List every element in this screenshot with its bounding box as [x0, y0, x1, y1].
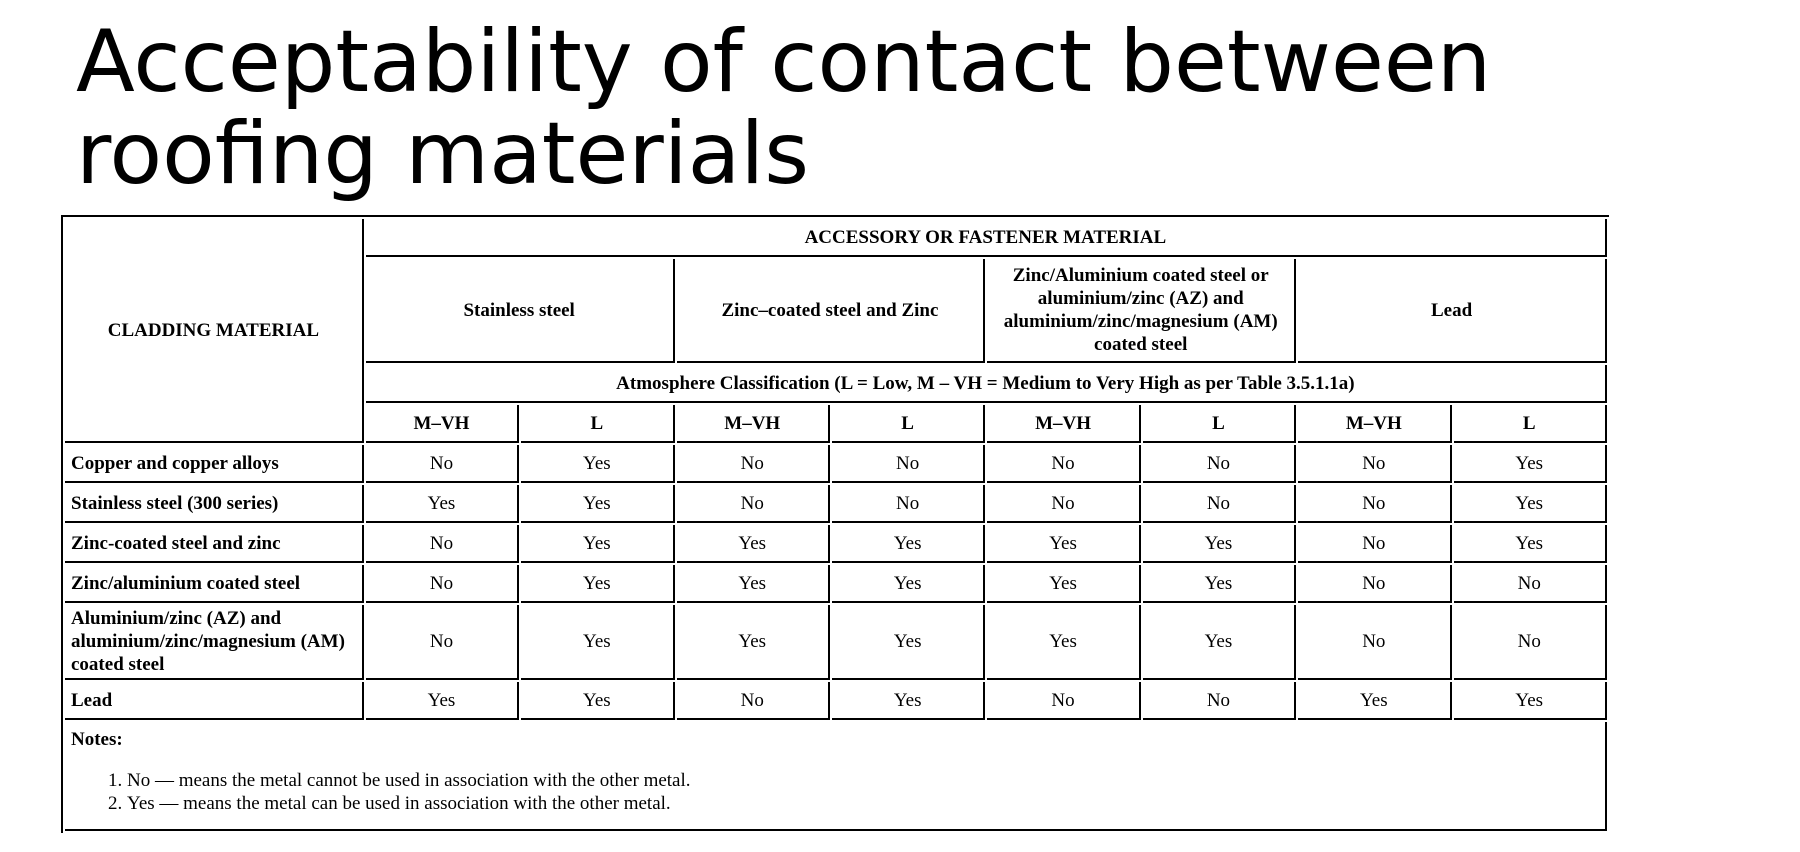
- table-row: [65, 682, 1607, 720]
- compatibility-cell: Yes: [987, 565, 1140, 603]
- table-row: [65, 605, 1607, 680]
- cladding-material-label: Zinc/aluminium coated steel: [65, 565, 364, 603]
- sub-column-header: M–VH: [1298, 405, 1451, 443]
- sub-column-header: L: [1143, 405, 1296, 443]
- compatibility-cell: No: [1143, 485, 1296, 523]
- notes-title: Notes:: [71, 729, 123, 750]
- notes-row: [65, 722, 1607, 831]
- compatibility-cell: Yes: [677, 605, 830, 680]
- table-row: [65, 525, 1607, 563]
- compatibility-cell: No: [987, 445, 1140, 483]
- compatibility-cell: No: [366, 525, 519, 563]
- compatibility-cell: Yes: [521, 485, 674, 523]
- sub-column-header: M–VH: [987, 405, 1140, 443]
- compatibility-cell: No: [1298, 485, 1451, 523]
- compatibility-cell: Yes: [987, 525, 1140, 563]
- compatibility-cell: Yes: [832, 525, 985, 563]
- compatibility-cell: Yes: [677, 525, 830, 563]
- compatibility-cell: No: [832, 485, 985, 523]
- compatibility-cell: Yes: [521, 682, 674, 720]
- cladding-material-label: Stainless steel (300 series): [65, 485, 364, 523]
- compatibility-cell: Yes: [1298, 682, 1451, 720]
- compatibility-cell: No: [677, 445, 830, 483]
- compatibility-cell: No: [1143, 682, 1296, 720]
- fastener-group-header: Zinc–coated steel and Zinc: [677, 259, 986, 363]
- sub-column-header: L: [521, 405, 674, 443]
- cladding-material-label: Copper and copper alloys: [65, 445, 364, 483]
- sub-column-header: L: [1454, 405, 1607, 443]
- sub-column-header: M–VH: [366, 405, 519, 443]
- notes-list: [71, 769, 1599, 815]
- compatibility-cell: Yes: [832, 605, 985, 680]
- sub-column-header: L: [832, 405, 985, 443]
- page-title: Acceptability of contact between roofing materials: [76, 12, 1492, 204]
- cladding-material-label: Aluminium/zinc (AZ) and aluminium/zinc/magnesium (AM) coated steel: [65, 605, 364, 680]
- compatibility-cell: No: [987, 682, 1140, 720]
- fastener-group-header: Lead: [1298, 259, 1607, 363]
- note-item: 1. No — means the metal cannot be used in association with the other metal.: [127, 769, 1599, 792]
- header-row-accessory: [65, 219, 1607, 257]
- table-row: [65, 565, 1607, 603]
- compatibility-cell: No: [1454, 605, 1607, 680]
- compatibility-cell: Yes: [521, 605, 674, 680]
- compatibility-cell: Yes: [366, 485, 519, 523]
- compatibility-cell: Yes: [1454, 682, 1607, 720]
- compatibility-cell: Yes: [521, 445, 674, 483]
- compatibility-cell: Yes: [1143, 605, 1296, 680]
- compatibility-cell: No: [832, 445, 985, 483]
- compatibility-cell: No: [366, 605, 519, 680]
- compatibility-cell: Yes: [1143, 525, 1296, 563]
- compatibility-cell: Yes: [521, 565, 674, 603]
- table-row: [65, 485, 1607, 523]
- compatibility-table-container: [61, 215, 1609, 833]
- compatibility-cell: Yes: [677, 565, 830, 603]
- compatibility-cell: No: [677, 682, 830, 720]
- fastener-group-header: Stainless steel: [366, 259, 675, 363]
- compatibility-cell: No: [677, 485, 830, 523]
- compatibility-cell: No: [987, 485, 1140, 523]
- table-row: [65, 445, 1607, 483]
- compatibility-table: [61, 215, 1609, 833]
- compatibility-cell: Yes: [832, 682, 985, 720]
- compatibility-cell: No: [366, 565, 519, 603]
- compatibility-cell: No: [1298, 605, 1451, 680]
- accessory-header: ACCESSORY OR FASTENER MATERIAL: [366, 219, 1607, 257]
- cladding-material-label: Lead: [65, 682, 364, 720]
- compatibility-cell: Yes: [987, 605, 1140, 680]
- compatibility-cell: No: [1298, 525, 1451, 563]
- compatibility-cell: Yes: [832, 565, 985, 603]
- compatibility-cell: No: [1454, 565, 1607, 603]
- compatibility-cell: Yes: [521, 525, 674, 563]
- cladding-material-label: Zinc-coated steel and zinc: [65, 525, 364, 563]
- compatibility-cell: No: [1298, 445, 1451, 483]
- fastener-group-header: Zinc/Aluminium coated steel or aluminium/zinc (AZ) and aluminium/zinc/magnesium (AM) coated steel: [987, 259, 1296, 363]
- compatibility-cell: Yes: [1454, 445, 1607, 483]
- compatibility-cell: Yes: [1143, 565, 1296, 603]
- compatibility-cell: No: [366, 445, 519, 483]
- compatibility-cell: Yes: [1454, 485, 1607, 523]
- atmosphere-classification-header: Atmosphere Classification (L = Low, M – VH = Medium to Very High as per Table 3.5.1.1a): [366, 365, 1607, 403]
- notes-cell: [65, 722, 1607, 831]
- compatibility-cell: Yes: [1454, 525, 1607, 563]
- note-item: 2. Yes — means the metal can be used in association with the other metal.: [127, 792, 1599, 815]
- compatibility-cell: No: [1143, 445, 1296, 483]
- cladding-material-header: CLADDING MATERIAL: [65, 219, 364, 443]
- compatibility-cell: No: [1298, 565, 1451, 603]
- sub-column-header: M–VH: [677, 405, 830, 443]
- compatibility-cell: Yes: [366, 682, 519, 720]
